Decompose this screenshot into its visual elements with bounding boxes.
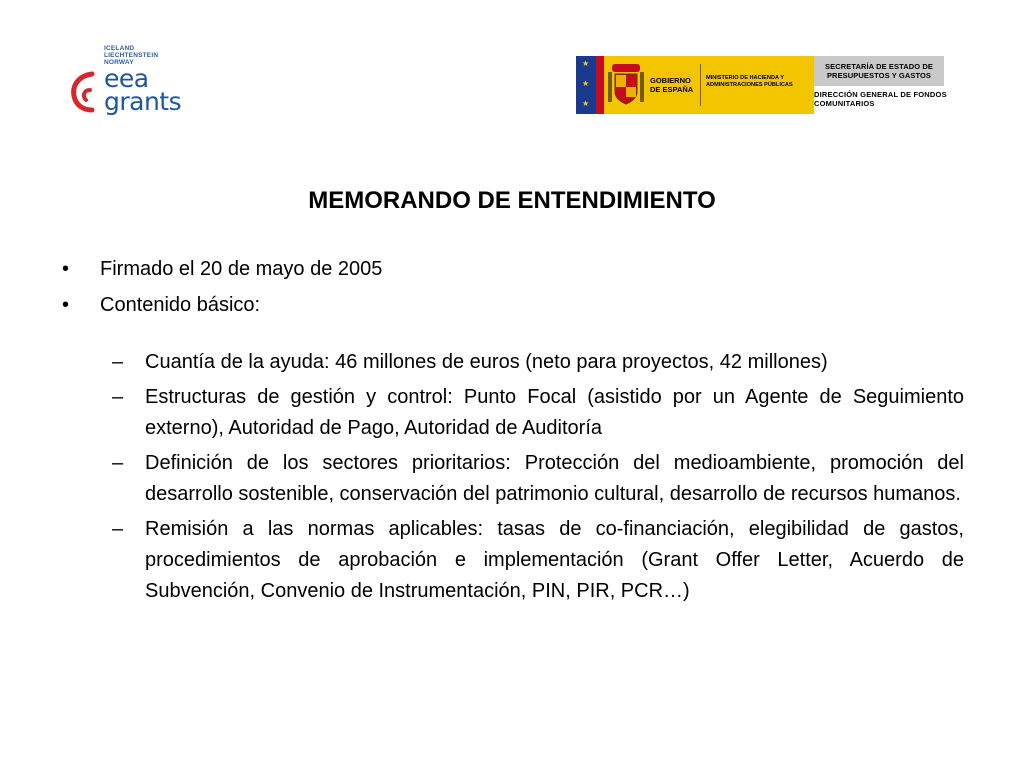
gobierno-espana-logo [576, 56, 954, 114]
ministerio-text: MINISTERIO DE HACIENDA Y ADMINISTRACIONES PÚBLICAS [706, 75, 793, 88]
grants-wordmark: grants [104, 87, 182, 116]
eea-country: NORWAY [104, 58, 134, 66]
star-icon: ★ [582, 59, 590, 68]
gov-red-band [596, 56, 604, 114]
secretaria-text: SECRETARÍA DE ESTADO DE PRESUPUESTOS Y GASTOS [814, 56, 944, 86]
sub-item [112, 347, 964, 378]
dash-icon: – [112, 386, 124, 408]
bullet-item [62, 256, 964, 282]
bullet-text: Firmado el 20 de mayo de 2005 [100, 258, 383, 280]
eea-country: LIECHTENSTEIN [104, 51, 159, 59]
sub-item [112, 448, 964, 510]
sub-item [112, 514, 964, 607]
eea-swirl-icon [70, 70, 104, 118]
sub-item-text: Definición de los sectores prioritarios: Protección del medioambiente, promoción del desarrollo sostenible, conservación del patrimonio cultural, desarrollo de recursos humanos. [145, 452, 964, 505]
sub-item-text: Cuantía de la ayuda: 46 millones de euros (neto para proyectos, 42 millones) [145, 351, 828, 373]
bullet-text: Contenido básico: [100, 294, 261, 316]
dash-icon: – [112, 452, 124, 474]
sub-item-list [112, 347, 964, 611]
eea-grants-logo [70, 44, 200, 124]
sub-item-text: Estructuras de gestión y control: Punto Focal (asistido por un Agente de Seguimiento externo), Autoridad de Pago, Autoridad de Auditoría [145, 386, 964, 439]
bullet-icon: • [62, 294, 70, 316]
sub-item [112, 382, 964, 444]
star-icon: ★ [582, 99, 590, 108]
direccion-general-text: DIRECCIÓN GENERAL DE FONDOS COMUNITARIOS [814, 90, 947, 108]
bullet-item [62, 292, 964, 318]
eea-wordmark: eea [104, 64, 149, 93]
sub-item-text: Remisión a las normas aplicables: tasas de co-financiación, elegibilidad de gastos, procedimientos de aprobación e implementación (Grant Offer Letter, Acuerdo de Subvención, Convenio de Instrumentación, PIN, PIR, PCR…) [145, 518, 964, 602]
star-icon: ★ [582, 79, 590, 88]
dash-icon: – [112, 518, 124, 540]
gov-divider [700, 64, 701, 106]
bullet-icon: • [62, 258, 70, 280]
dash-icon: – [112, 351, 124, 373]
bullet-list [62, 256, 964, 328]
coat-of-arms-icon [606, 62, 646, 108]
eea-country: ICELAND [104, 45, 135, 52]
gobierno-espana-text: GOBIERNO DE ESPAÑA [650, 76, 694, 94]
eu-flag-strip [576, 56, 596, 114]
slide-title: MEMORANDO DE ENTENDIMIENTO [308, 187, 716, 214]
